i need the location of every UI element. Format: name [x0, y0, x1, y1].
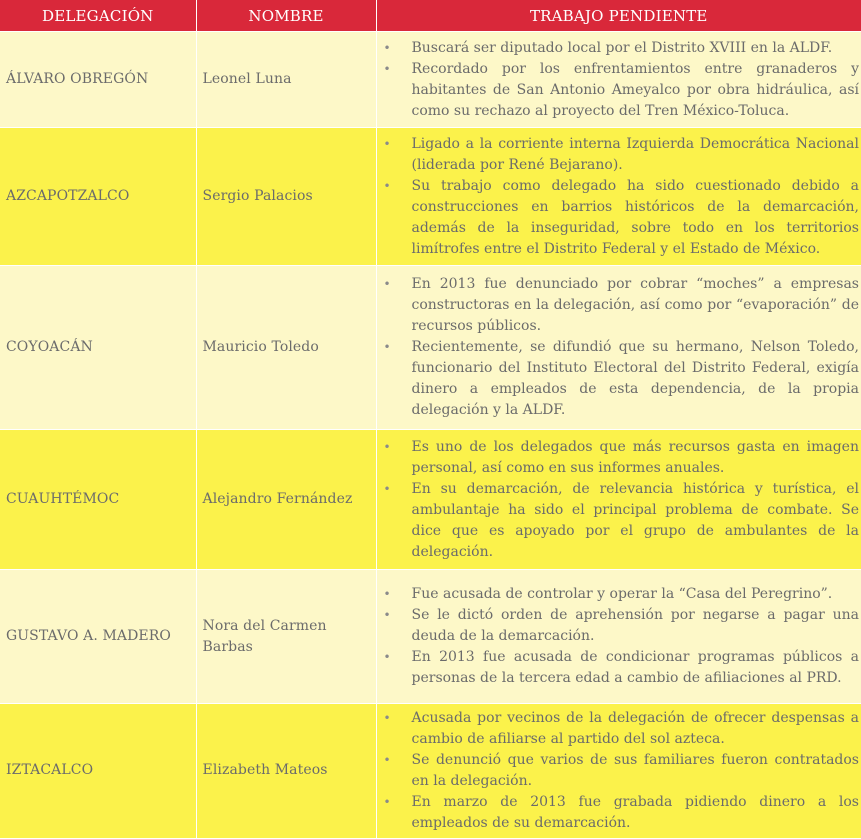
delegacion-cell: CUAUHTÉMOC [0, 430, 196, 570]
bullet-icon: • [383, 61, 391, 76]
pending-list [377, 134, 861, 260]
header-nombre: NOMBRE [196, 0, 376, 32]
list-item: • Ligado a la corriente interna Izquierda Democrática Nacional (liderada por René Bejarano). [383, 135, 859, 173]
nombre-cell: Elizabeth Mateos [196, 704, 376, 838]
list-item: • Acusada por vecinos de la delegación de ofrecer despensas a cambio de afiliarse al partido del sol azteca. [383, 709, 859, 747]
bullet-icon: • [383, 439, 391, 454]
header-trabajo-pendiente: TRABAJO PENDIENTE [376, 0, 861, 32]
bullet-icon: • [383, 752, 391, 767]
delegacion-cell: GUSTAVO A. MADERO [0, 570, 196, 704]
nombre-cell: Leonel Luna [196, 32, 376, 128]
nombre-cell: Alejandro Fernández [196, 430, 376, 570]
header-row [0, 0, 861, 32]
delegacion-cell: AZCAPOTZALCO [0, 128, 196, 266]
table-row [0, 266, 861, 430]
list-item: • Se denunció que varios de sus familiares fueron contratados en la delegación. [383, 751, 859, 789]
list-item: • Su trabajo como delegado ha sido cuestionado debido a construcciones en barrios históricos de la demarcación, además de la inseguridad, sobre todo en los territorios limítrofes entre el Distrito Federal y el Estado de México. [383, 177, 859, 257]
table-row [0, 128, 861, 266]
delegacion-cell: ÁLVARO OBREGÓN [0, 32, 196, 128]
list-item: • En marzo de 2013 fue grabada pidiendo dinero a los empleados de su demarcación. [383, 793, 859, 831]
delegacion-cell: IZTACALCO [0, 704, 196, 838]
bullet-icon: • [383, 794, 391, 809]
trabajo-cell [376, 32, 861, 128]
trabajo-cell [376, 430, 861, 570]
list-item: • Recordado por los enfrentamientos entre granaderos y habitantes de San Antonio Ameyalco por obra hidráulica, así como su rechazo al proyecto del Tren México-Toluca. [383, 60, 859, 119]
bullet-icon: • [383, 710, 391, 725]
bullet-icon: • [383, 40, 391, 55]
trabajo-cell [376, 266, 861, 430]
nombre-cell: Mauricio Toledo [196, 266, 376, 430]
nombre-cell: Nora del Carmen Barbas [196, 570, 376, 704]
pending-list [377, 584, 861, 689]
table-row [0, 430, 861, 570]
pending-list [377, 274, 861, 421]
bullet-icon: • [383, 136, 391, 151]
list-item: • Buscará ser diputado local por el Distrito XVIII en la ALDF. [377, 38, 860, 59]
list-item: • En 2013 fue acusada de condicionar programas públicos a personas de la tercera edad a cambio de afiliaciones al PRD. [383, 649, 859, 686]
table-row [0, 704, 861, 838]
pending-list [377, 708, 861, 834]
delegacion-cell: COYOACÁN [0, 266, 196, 430]
list-item: • En 2013 fue denunciado por cobrar “moches” a empresas constructoras en la delegación, así como por “evaporación” de recursos públicos. [383, 276, 859, 334]
list-item: • Fue acusada de controlar y operar la “Casa del Peregrino”. [377, 584, 860, 605]
list-item: • Recientemente, se difundió que su hermano, Nelson Toledo, funcionario del Instituto Electoral del Distrito Federal, exigía dinero a empleados de esta dependencia, de la propia delegación y la ALDF. [383, 339, 859, 418]
bullet-icon: • [383, 650, 391, 664]
bullet-icon: • [383, 587, 391, 601]
bullet-icon: • [383, 178, 391, 193]
nombre-cell: Sergio Palacios [196, 128, 376, 266]
list-item: • En su demarcación, de relevancia histórica y turística, el ambulantaje ha sido el principal problema de combate. Se dice que es apoyado por el grupo de ambulantes de la delegación. [383, 480, 859, 560]
table-row [0, 32, 861, 128]
trabajo-cell [376, 570, 861, 704]
list-item: • Se le dictó orden de aprehensión por negarse a pagar una deuda de la demarcación. [383, 607, 859, 644]
pending-list [377, 38, 861, 122]
list-item: • Es uno de los delegados que más recursos gasta en imagen personal, así como en sus informes anuales. [383, 438, 859, 476]
table-row [0, 570, 861, 704]
bullet-icon: • [383, 340, 391, 354]
bullet-icon: • [383, 481, 391, 496]
trabajo-cell [376, 128, 861, 266]
pending-list [377, 437, 861, 563]
header-delegacion: DELEGACIÓN [0, 0, 196, 32]
bullet-icon: • [383, 277, 391, 291]
bullet-icon: • [383, 608, 391, 622]
trabajo-cell [376, 704, 861, 838]
